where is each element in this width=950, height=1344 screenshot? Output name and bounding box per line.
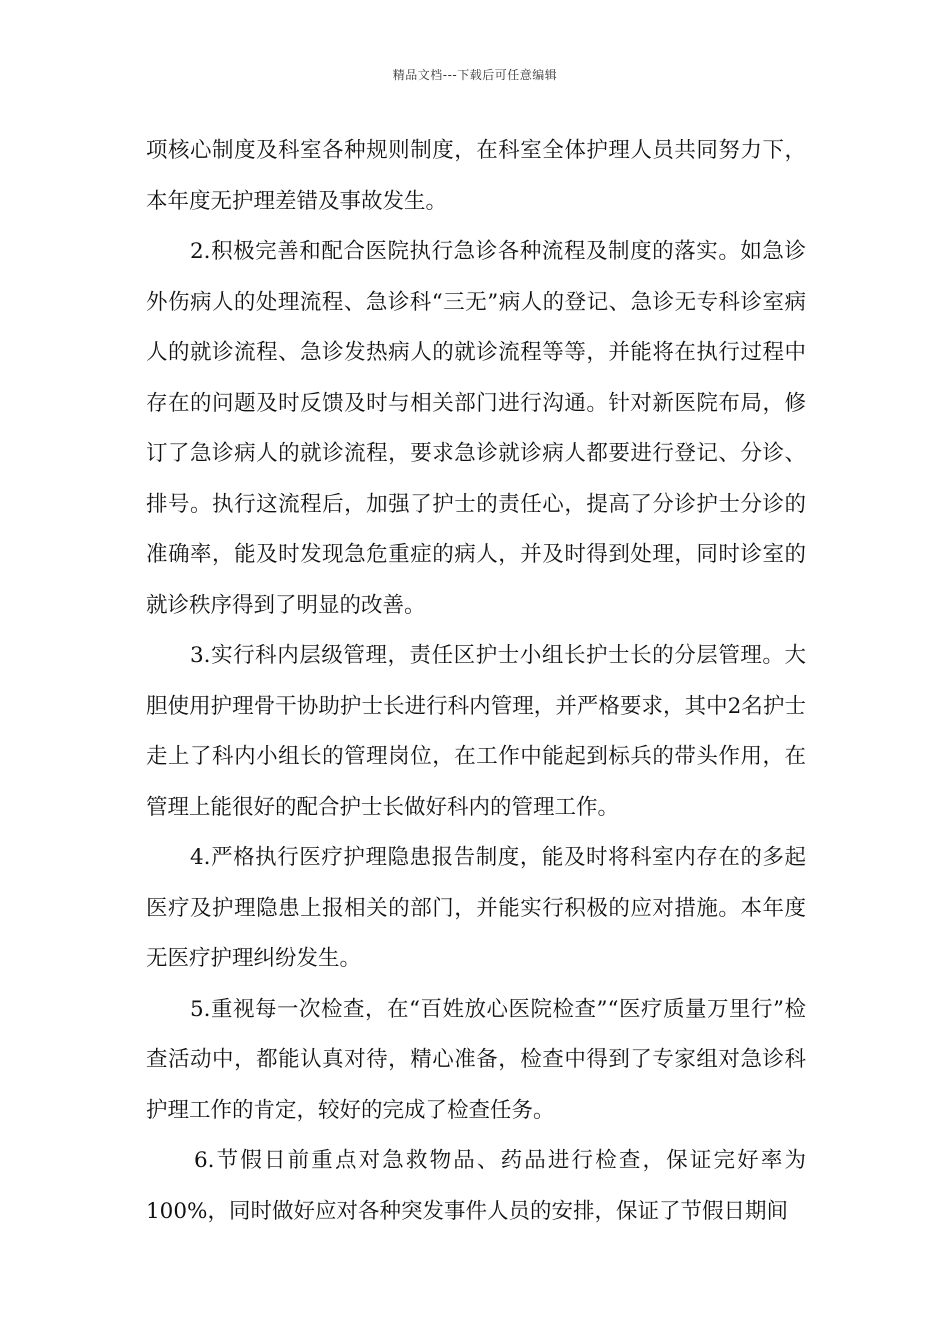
page-header: 精品文档---下载后可任意编辑: [392, 68, 558, 82]
paragraph-item-4: 4.严格执行医疗护理隐患报告制度，能及时将科室内存在的多起医疗及护理隐患上报相关的部门，并能实行积极的应对措施。本年度无医疗护理纠纷发生。: [146, 845, 806, 971]
paragraph-item-2: 2.积极完善和配合医院执行急诊各种流程及制度的落实。如急诊外伤病人的处理流程、急诊科“三无”病人的登记、急诊无专科诊室病人的就诊流程、急诊发热病人的就诊流程等等，并能将在执行过程中存在的问题及时反馈及时与相关部门进行沟通。针对新医院布局，修订了急诊病人的就诊流程，要求急诊就诊病人都要进行登记、分诊、排号。执行这流程后，加强了护士的责任心，提高了分诊护士分诊的准确率，能及时发现急危重症的病人，并及时得到处理，同时诊室的就诊秩序得到了明显的改善。: [146, 239, 806, 618]
paragraph-item-6: 6.节假日前重点对急救物品、药品进行检查，保证完好率为100%，同时做好应对各种突发事件人员的安排，保证了节假日期间: [146, 1148, 806, 1224]
paragraph-item-3: 3.实行科内层级管理，责任区护士小组长护士长的分层管理。大胆使用护理骨干协助护士长进行科内管理，并严格要求，其中2名护士走上了科内小组长的管理岗位，在工作中能起到标兵的带头作用，在管理上能很好的配合护士长做好科内的管理工作。: [146, 643, 806, 820]
paragraph-continuation: 项核心制度及科室各种规则制度，在科室全体护理人员共同努力下，本年度无护理差错及事故发生。: [146, 138, 806, 214]
paragraph-item-5: 5.重视每一次检查，在“百姓放心医院检查”“医疗质量万里行”检查活动中，都能认真对待，精心准备，检查中得到了专家组对急诊科护理工作的肯定，较好的完成了检查任务。: [146, 996, 806, 1123]
document-body: [146, 126, 806, 1237]
